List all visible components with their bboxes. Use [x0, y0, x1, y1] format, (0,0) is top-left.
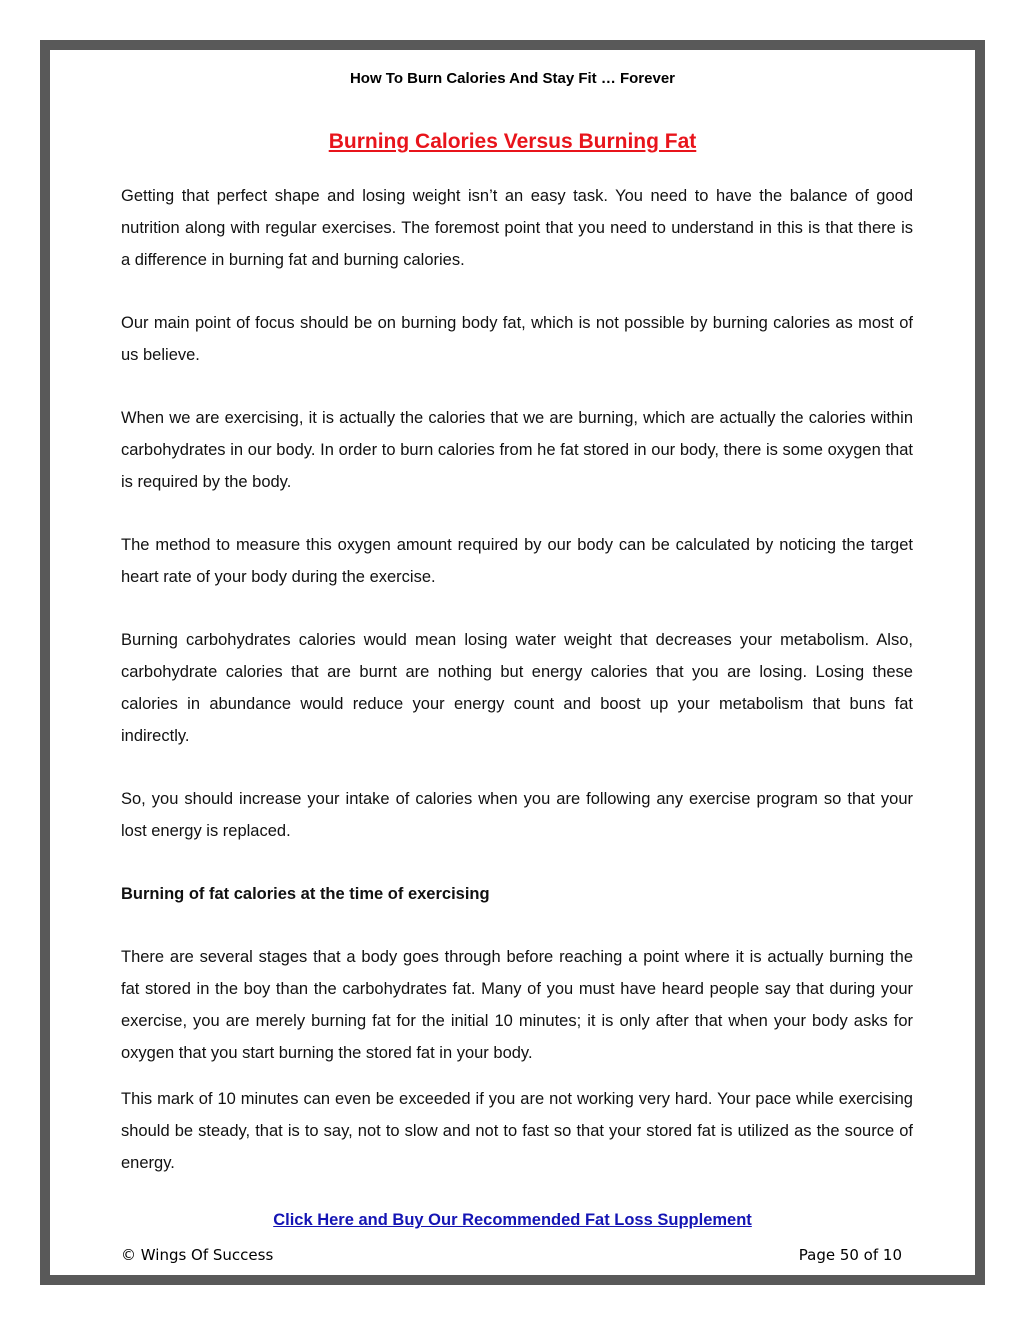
paragraph: When we are exercising, it is actually the calories that we are burning, which are actually the calories within carbohydrates in our body. In order to burn calories from he fat stored in our body, there is some oxygen that is required by the body.: [121, 409, 913, 491]
paragraph: There are several stages that a body goes through before reaching a point where it is actually burning the fat stored in the boy than the carbohydrates fat. Many of you must have heard people say that during your exercise, you are merely burning fat for the initial 10 minutes; it is only after that when your body asks for oxygen that you start burning the stored fat in your body.: [121, 948, 913, 1062]
footer-page-number: Page 50 of 10: [798, 1246, 902, 1264]
paragraph: Our main point of focus should be on burning body fat, which is not possible by burning calories as most of us believe.: [121, 314, 913, 364]
section-subheading: Burning of fat calories at the time of exercising: [121, 885, 490, 903]
article-title: Burning Calories Versus Burning Fat: [328, 130, 697, 153]
paragraph: Burning carbohydrates calories would mean losing water weight that decreases your metabolism. Also, carbohydrate calories that are burnt are nothing but energy calories that you are losing. Losing these calories in abundance would reduce your energy count and boost up your metabolism that buns fat indirectly.: [121, 631, 913, 745]
running-header: How To Burn Calories And Stay Fit … Forever: [349, 70, 676, 87]
buy-supplement-link[interactable]: Click Here and Buy Our Recommended Fat Loss Supplement: [273, 1211, 752, 1229]
article-body: [121, 180, 913, 1210]
paragraph: So, you should increase your intake of calories when you are following any exercise program so that your lost energy is replaced.: [121, 790, 913, 840]
paragraph: This mark of 10 minutes can even be exceeded if you are not working very hard. Your pace while exercising should be steady, that is to say, not to slow and not to fast so that your stored fat is utilized as the source of energy.: [121, 1090, 913, 1172]
footer-copyright: © Wings Of Success: [121, 1246, 274, 1264]
paragraph: Getting that perfect shape and losing weight isn’t an easy task. You need to have the balance of good nutrition along with regular exercises. The foremost point that you need to understand in this is that there is a difference in burning fat and burning calories.: [121, 187, 913, 269]
page-frame: [40, 40, 985, 1285]
paragraph: The method to measure this oxygen amount required by our body can be calculated by noticing the target heart rate of your body during the exercise.: [121, 536, 913, 586]
